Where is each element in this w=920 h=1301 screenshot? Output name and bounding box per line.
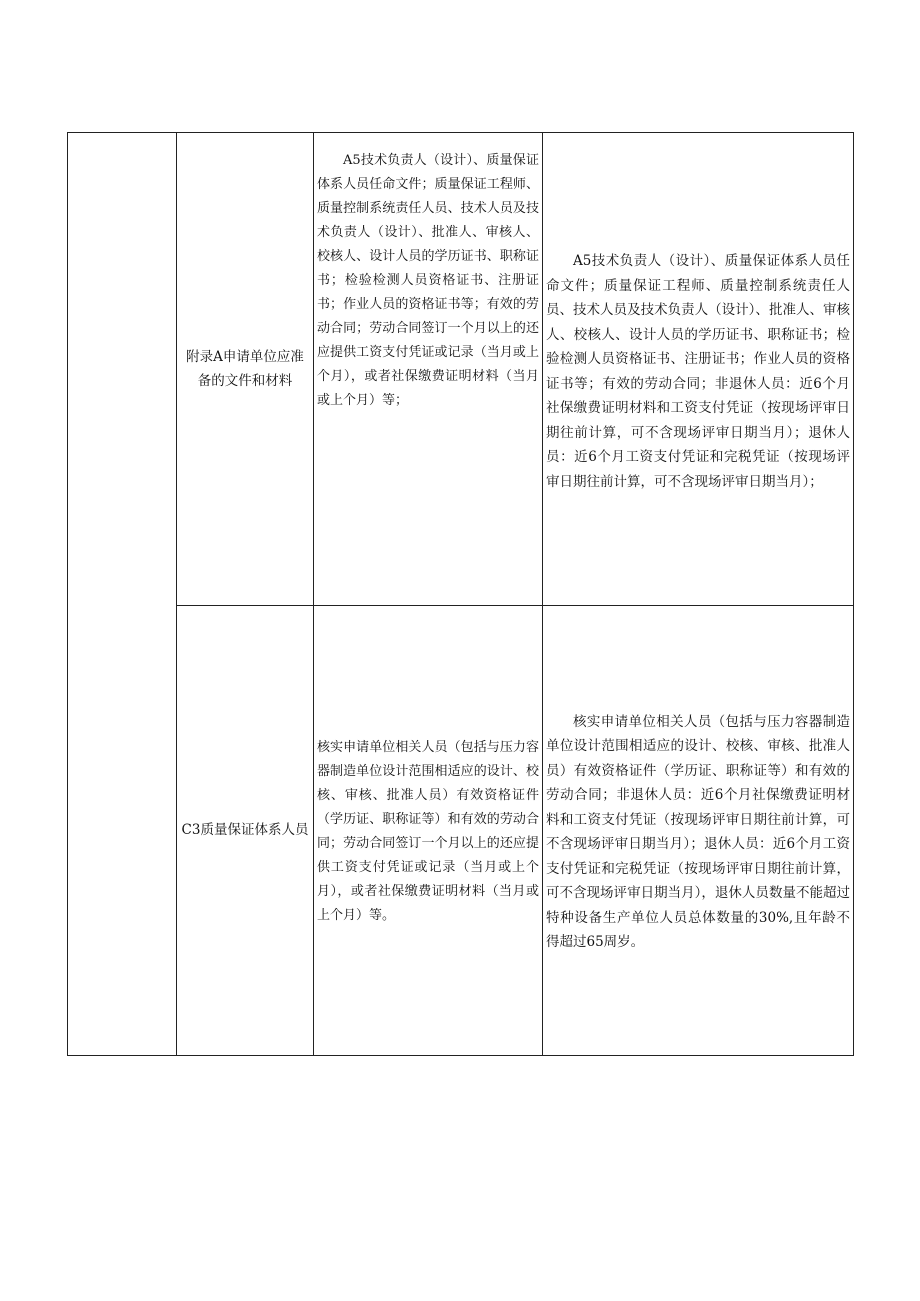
revision-table [67,132,854,1056]
original-text: 核实申请单位相关人员（包括与压力容器制造单位设计范围相适应的设计、校核、审核、批准人员）有效资格证件（学历证、职称证等）和有效的劳动合同；劳动合同签订一个月以上的还应提供工资支付凭证或记录（当月或上个月），或者社保缴费证明材料（当月或上个月）等。 [317,740,539,924]
item-label: 附录A申请单位应准备的文件和材料 [186,348,304,389]
original-text: A5技术负责人（设计）、质量保证体系人员任命文件；质量保证工程师、质量控制系统责任人员、技术人员及技术负责人（设计）、批准人、审核人、校核人、设计人员的学历证书、职称证书；检验检测人员资格证书、注册证书；作业人员的资格证书等；有效的劳动合同；劳动合同签订一个月以上的还应提供工资支付凭证或记录（当月或上个月），或者社保缴费证明材料（当月或上个月）等； [317,153,539,408]
revised-text-cell [543,605,854,1056]
item-cell [177,133,314,606]
table-row [68,133,854,606]
item-label: C3质量保证体系人员 [181,822,309,839]
revised-text: A5技术负责人（设计）、质量保证体系人员任命文件；质量保证工程师、质量控制系统责任人员、技术人员及技术负责人（设计）、批准人、审核人、校核人、设计人员的学历证书、职称证书；检验检测人员资格证书、注册证书；作业人员的资格证书等；有效的劳动合同；非退休人员：近6个月社保缴费证明材料和工资支付凭证（按现场评审日期往前计算，可不含现场评审日期当月）；退休人员：近6个月工资支付凭证和完税凭证（按现场评审日期往前计算，可不含现场评审日期当月）； [546,253,850,490]
original-text-cell [314,133,543,606]
blank-merged-cell [68,133,177,1056]
revised-text-cell [543,133,854,606]
revised-text: 核实申请单位相关人员（包括与压力容器制造单位设计范围相适应的设计、校核、审核、批准人员）有效资格证件（学历证、职称证等）和有效的劳动合同；非退休人员：近6个月社保缴费证明材料和工资支付凭证（按现场评审日期往前计算，可不含现场评审日期当月）；退休人员：近6个月工资支付凭证和完税凭证（按现场评审日期往前计算，可不含现场评审日期当月），退休人员数量不能超过特种设备生产单位人员总体数量的30%,且年龄不得超过65周岁。 [546,713,850,951]
table-row [68,605,854,1056]
item-cell [177,605,314,1056]
original-text-cell [314,605,543,1056]
